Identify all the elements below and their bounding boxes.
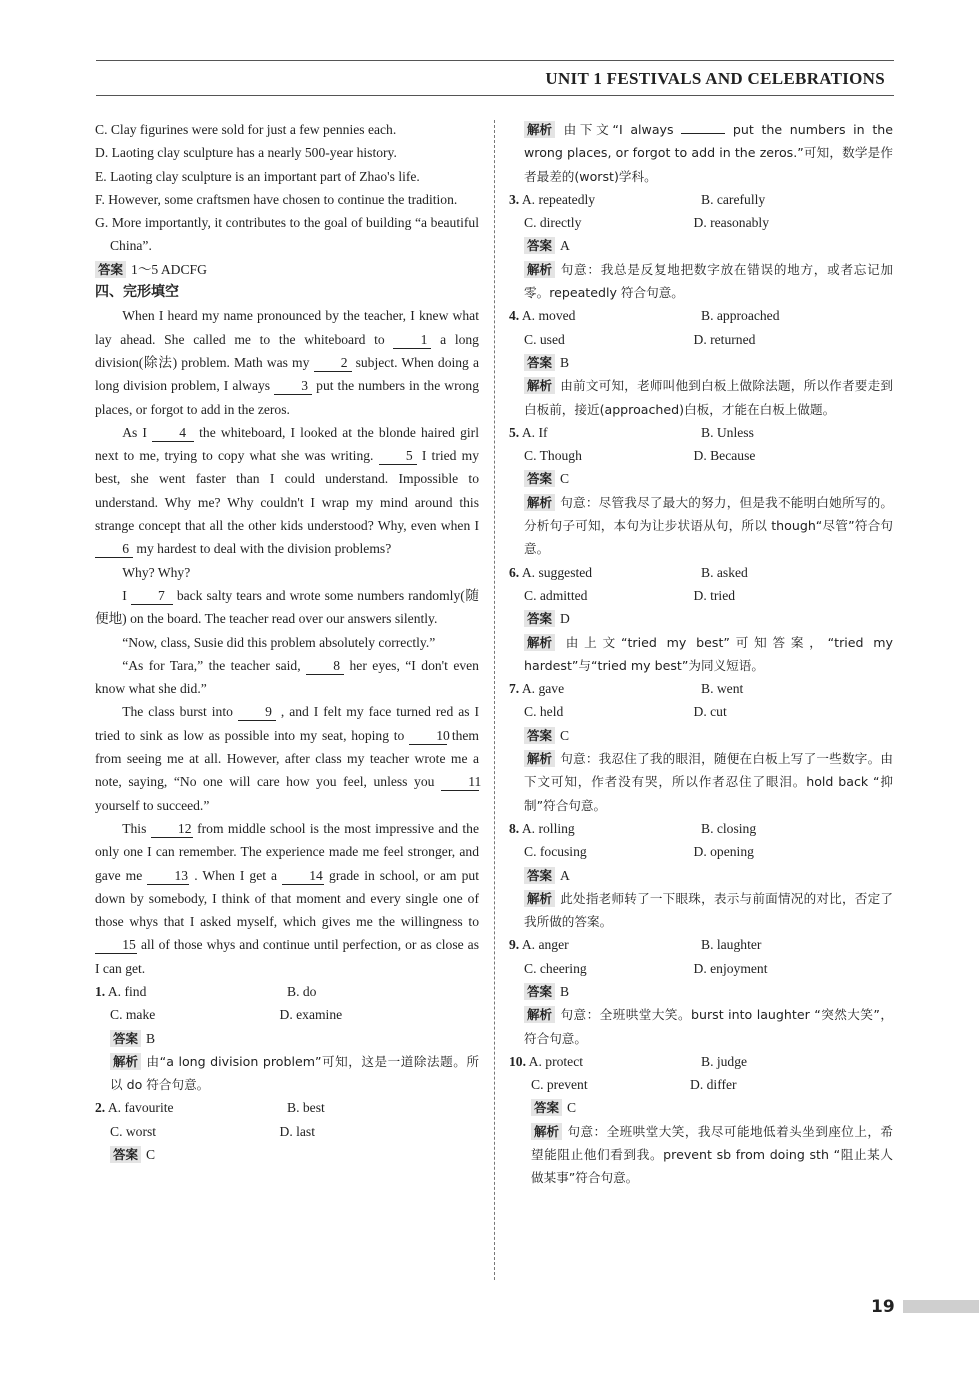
analysis-tag: 解析: [524, 121, 555, 138]
question-8: 8. A. rolling B. closing C. focusing D. opening 答案 A 解析 此处指老师转了一下眼珠，表示与前面情况的对比，否定了我所做的答案。: [509, 820, 893, 930]
q3-answer: A: [560, 238, 570, 254]
option-d: D. Laoting clay sculpture has a nearly 500-year history.: [95, 145, 397, 161]
blank-6: 6: [95, 541, 133, 558]
q7-analysis: 句意：我忍住了我的眼泪，随便在白板上写了一些数字。由下文可知，作者没有哭，所以作者忍住了眼泪。hold back “抑制”符合句意。: [524, 751, 893, 813]
question-1: 1. A. find B. do C. make D. examine 答案 B 解析 由“a long division problem”可知，这是一道除法题。所以 do 符合句意。: [95, 980, 479, 1096]
q5-analysis: 句意：尽管我尽了最大的努力，但是我不能明白她所写的。分析句子可知，本句为让步状语从句，所以 though“尽管”符合句意。: [524, 494, 893, 557]
q1-option-b: B. do: [287, 983, 317, 999]
right-column: [509, 118, 893, 1190]
option-e: E. Laoting clay sculpture is an important part of Zhao's life.: [95, 168, 420, 184]
blank-5: 5: [379, 448, 417, 465]
q4-analysis: 由前文可知，老师叫他到白板上做除法题，所以作者要走到白板前，接近(approached)白板，才能在白板上做题。: [524, 378, 893, 417]
question-3: 3. A. repeatedly B. carefully C. directly D. reasonably 答案 A 解析 句意：我总是反复地把数字放在错误的地方，或者忘记加零。repeatedly 符合句意。: [509, 191, 893, 301]
question-9: 9. A. anger B. laughter C. cheering D. enjoyment 答案 B 解析 句意：全班哄堂大笑。burst into laughter “突然大笑”，符合句意。: [509, 937, 893, 1046]
q8-analysis: 此处指老师转了一下眼珠，表示与前面情况的对比，否定了我所做的答案。: [524, 890, 893, 930]
question-4: 4. A. moved B. approached C. used D. returned 答案 B 解析 由前文可知，老师叫他到白板上做除法题，所以作者要走到白板前，接近(approached)白板，才能在白板上做题。: [509, 308, 893, 417]
q10-analysis: 句意：全班哄堂大笑，我尽可能地低着头坐到座位上，希望能阻止他们看到我。prevent sb from doing sth “阻止某人做某事”符合句意。: [531, 1123, 893, 1186]
passage-paragraph-6: “As for Tara,” the teacher said, 8 her eyes, “I don't even know what she did.”: [95, 657, 479, 697]
q2-option-b: B. best: [287, 1100, 325, 1116]
q3-analysis: 句意：我总是反复地把数字放在错误的地方，或者忘记加零。repeatedly 符合句意。: [524, 261, 893, 301]
answer-tag: 答案: [95, 261, 126, 278]
passage-paragraph-2: As I 4 the whiteboard, I looked at the blonde haired girl next to me, trying to copy what she was writing. 5 I tried my best, she went faster than I could understand. Impossible to understand. Why me? Why couldn't I wrap my mind around this strange concept that all the other kids understood? Why, even when I 6 my hardest to deal with the division problems?: [95, 424, 480, 557]
blank-9: 9: [238, 704, 276, 721]
column-divider: [494, 120, 495, 1280]
blank-1: 1: [393, 332, 431, 349]
blank-13: 13: [147, 868, 189, 885]
question-5: 5. A. If B. Unless C. Though D. Because 答案 C 解析 句意：尽管我尽了最大的努力，但是我不能明白她所写的。分析句子可知，本句为让步状语从句，所以 though“尽管”符合句意。: [509, 424, 893, 557]
answer-tag: 答案: [110, 1030, 141, 1047]
blank-2: 2: [314, 355, 352, 372]
q4-answer: B: [560, 354, 570, 370]
blank-10: 10: [409, 728, 447, 745]
question-10: 10. A. protect B. judge C. prevent D. differ 答案 C 解析 句意：全班哄堂大笑，我尽可能地低着头坐到座位上，希望能阻止他们看到我。prevent sb from doing sth “阻止某人做某事”符合句意。: [509, 1053, 893, 1186]
left-column: [95, 118, 482, 1166]
q9-answer: B: [560, 983, 570, 999]
q1-option-d: D. examine: [279, 1007, 343, 1023]
q10-answer: C: [567, 1100, 577, 1116]
header-rule-bottom: [96, 95, 894, 96]
answer-tag: 答案: [110, 1146, 141, 1163]
passage-paragraph-1: When I heard my name pronounced by the teacher, I knew what lay ahead. She called me to the whiteboard to 1 a long division(除法) problem. Math was my 2 subject. When doing a long division problem, I always 3 put the numbers in the wrong places, or forgot to add in the zeros.: [95, 308, 479, 417]
q9-analysis: 句意：全班哄堂大笑。burst into laughter “突然大笑”，符合句意。: [524, 1007, 893, 1046]
question-7: 7. A. gave B. went C. held D. cut 答案 C 解析 句意：我忍住了我的眼泪，随便在白板上写了一些数字。由下文可知，作者没有哭，所以作者忍住了眼泪。hold back “抑制”符合句意。: [509, 681, 893, 813]
passage-paragraph-3: Why? Why?: [122, 564, 191, 580]
q2-option-d: D. last: [279, 1123, 315, 1139]
passage-paragraph-4: I 7 back salty tears and wrote some numbers randomly(随便地) on the board. The teacher read over our answers silently.: [95, 587, 480, 627]
option-c: C. Clay figurines were sold for just a few pennies each.: [95, 122, 397, 137]
blank-11: 11: [441, 774, 479, 791]
blank-14: 14: [282, 868, 324, 885]
blank-15: 15: [95, 937, 137, 954]
blank-8: 8: [306, 658, 344, 675]
analysis-tag: 解析: [110, 1053, 141, 1070]
blank-12: 12: [151, 821, 193, 838]
question-2: 2. A. favourite B. best C. worst D. last 答案 C: [95, 1096, 479, 1166]
q2-analysis-blank: [681, 133, 725, 134]
blank-3: 3: [274, 378, 312, 395]
q2-option-a: A. favourite: [107, 1100, 174, 1116]
q6-analysis: 由上文“tried my best”可知答案，“tried my hardest”与“tried my best”为同义短语。: [524, 634, 893, 673]
passage-paragraph-8: This 12 from middle school is the most impressive and the only one I can remember. The experience made me feel stronger, and gave me 13 . When I get a 14 grade in school, or am put down by somebody, I think of that moment and every single one of those whys that I asked myself, which gives me the willingness to 15 all of those whys and continue until perfection, or as close as I can get.: [95, 820, 479, 976]
q1-option-c: C. make: [110, 1007, 156, 1023]
passage-paragraph-5: “Now, class, Susie did this problem absolutely correctly.”: [122, 634, 436, 650]
q2-answer: C: [146, 1147, 156, 1163]
page-number-bar: [903, 1300, 979, 1313]
section-title: 四、完形填空: [95, 284, 179, 301]
option-g: G. More importantly, it contributes to the goal of building “a beautiful China”.: [95, 215, 479, 254]
q1-analysis: 由“a long division problem”可知，这是一道除法题。所以 do 符合句意。: [110, 1053, 479, 1093]
q5-answer: C: [560, 471, 570, 487]
blank-4: 4: [152, 425, 194, 442]
q2-analysis: 解析 由下文“I always put the numbers in the wrong places, or forgot to add in the zeros.”可知，数学是作者最差的(worst)学科。: [524, 122, 893, 184]
answer-line: 答案 1～5 ADCFG: [95, 258, 479, 281]
q7-answer: C: [560, 727, 570, 743]
header-rule-top: [96, 60, 894, 61]
option-f: F. However, some craftsmen have chosen to continue the tradition.: [95, 191, 458, 207]
q8-answer: A: [560, 867, 570, 883]
q2-option-c: C. worst: [110, 1123, 157, 1139]
q6-answer: D: [560, 611, 570, 627]
q1-option-a: A. find: [107, 983, 147, 999]
q1-answer: B: [146, 1030, 156, 1046]
page-number: 19: [871, 1297, 895, 1317]
question-6: 6. A. suggested B. asked C. admitted D. tried 答案 D 解析 由上文“tried my best”可知答案，“tried my hardest”与“tried my best”为同义短语。: [509, 564, 893, 673]
unit-header-title: UNIT 1 FESTIVALS AND CELEBRATIONS: [545, 69, 885, 88]
passage-paragraph-7: The class burst into 9 , and I felt my face turned red as I tried to sink as low as possible into my seat, hoping to 10 them from seeing me at all. However, after class my teacher wrote me a note, saying, “No one will care how you feel, unless you 11 yourself to succeed.”: [95, 704, 482, 813]
blank-7: 7: [131, 588, 173, 605]
